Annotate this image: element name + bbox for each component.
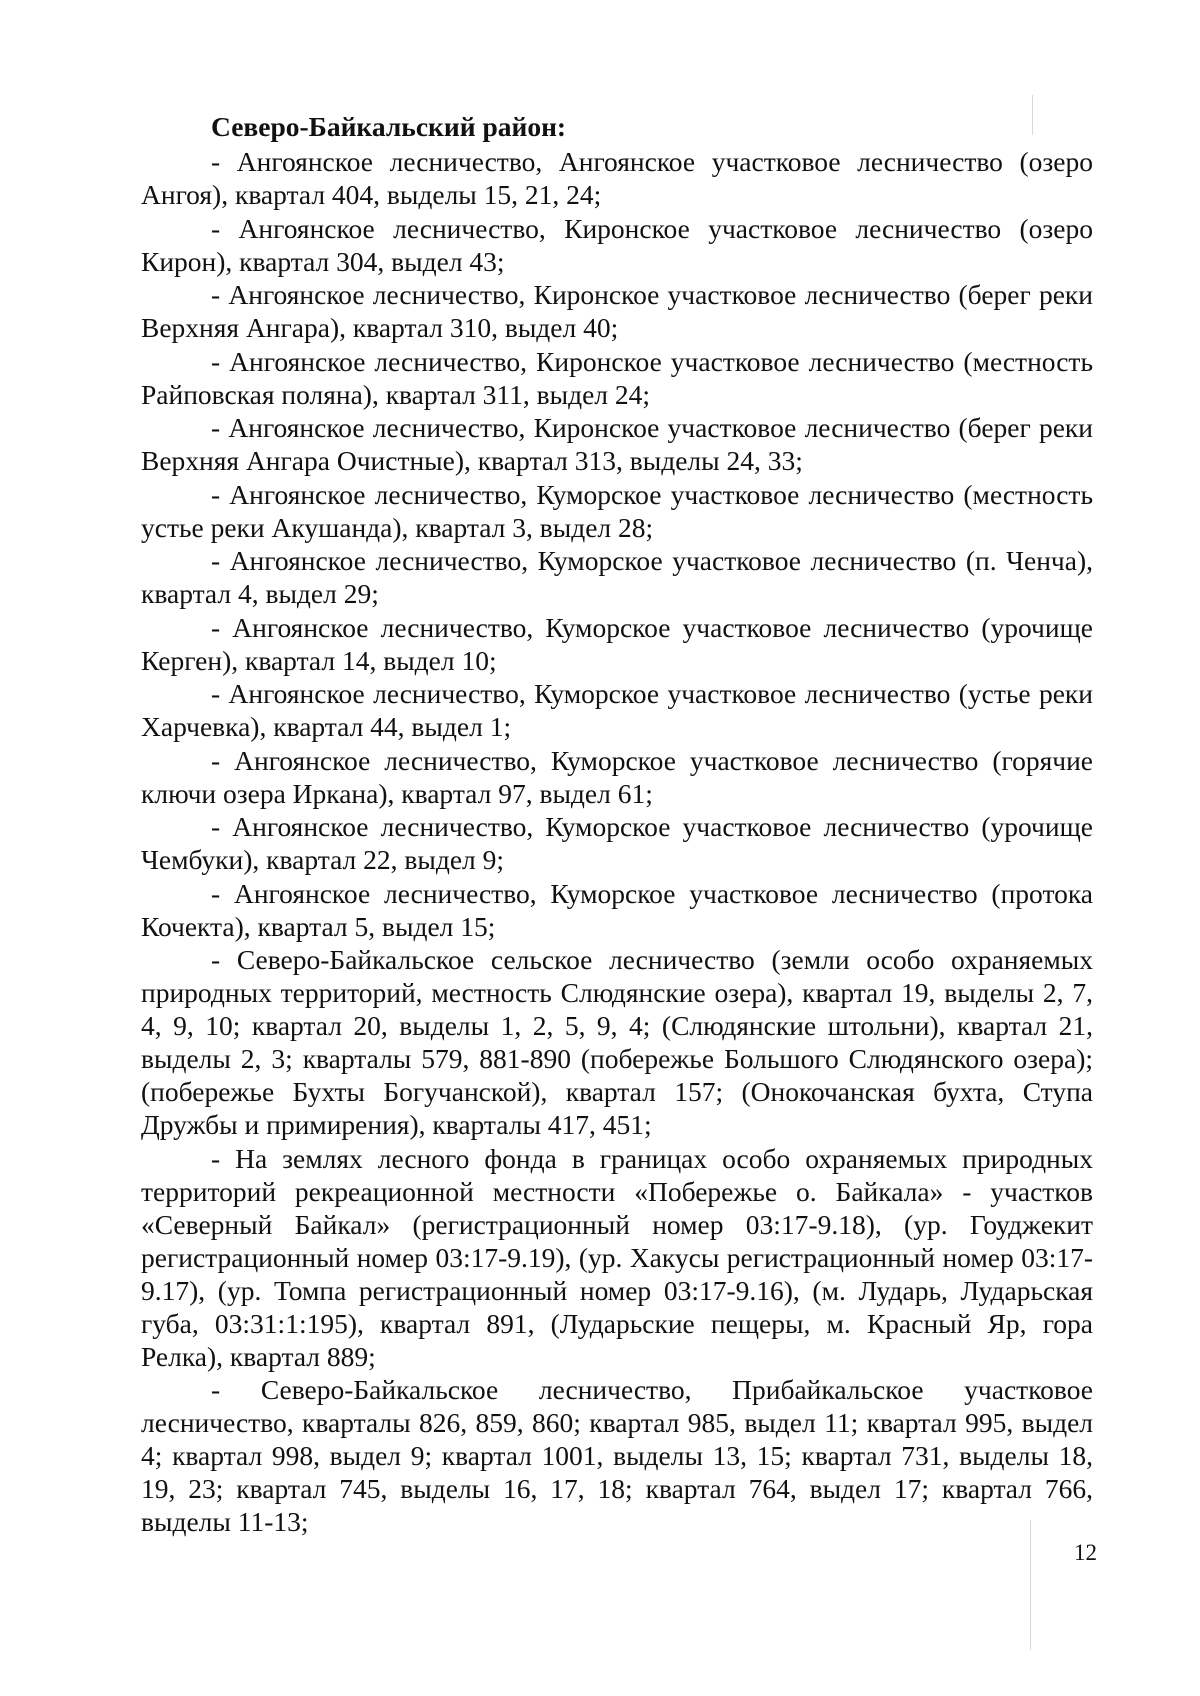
forestry-entry: - Северо-Байкальское лесничество, Прибайкальское участковое лесничество, кварталы 826, 859, 860; квартал 985, выдел 11; квартал 995, выдел 4; квартал 998, выдел 9; квартал 1001, выделы 13, 15; квартал 731, выделы 18, 19, 23; квартал 745, выделы 16, 17, 18; квартал 764, выдел 17; квартал 766, выделы 11-13; [141, 1374, 1093, 1537]
forestry-entry: - Ангоянское лесничество, Киронское участковое лесничество (берег реки Верхняя Ангара), квартал 310, выдел 40; [141, 279, 1093, 343]
forestry-entry: - Ангоянское лесничество, Киронское участковое лесничество (озеро Кирон), квартал 304, выдел 43; [141, 212, 1093, 277]
forestry-entry: - Ангоянское лесничество, Куморское участковое лесничество (устье реки Харчевка), квартал 44, выдел 1; [141, 678, 1093, 742]
forestry-entry: - Ангоянское лесничество, Ангоянское участковое лесничество (озеро Ангоя), квартал 404, выделы 15, 21, 24; [141, 146, 1093, 210]
document-body [141, 110, 1093, 1539]
forestry-entry: - На землях лесного фонда в границах особо охраняемых природных территорий рекреационной местности «Побережье о. Байкала» - участков «Северный Байкал» (регистрационный номер 03:17-9.18), (ур. Гоуджекит регистрационный номер 03:17-9.19), (ур. Хакусы регистрационный номер 03:17-9.17), (ур. Томпа регистрационный номер 03:17-9.16), (м. Лударь, Лударьская губа, 03:31:1:195), квартал 891, (Лударьские пещеры, м. Красный Яр, гора Релка), квартал 889; [141, 1142, 1093, 1372]
forestry-entry: - Ангоянское лесничество, Куморское участковое лесничество (местность устье реки Акушанда), квартал 3, выдел 28; [141, 478, 1093, 543]
page-number: 12 [1074, 1540, 1097, 1565]
forestry-entry: - Северо-Байкальское сельское лесничество (земли особо охраняемых природных территорий, местность Слюдянские озера), квартал 19, выделы 2, 7, 4, 9, 10; квартал 20, выделы 1, 2, 5, 9, 4; (Слюдянские штольни), квартал 21, выделы 2, 3; кварталы 579, 881-890 (побережье Большого Слюдянского озера); (побережье Бухты Богучанской), квартал 157; (Онокочанская бухта, Ступа Дружбы и примирения), кварталы 417, 451; [141, 944, 1093, 1140]
forestry-entries-list [141, 145, 1093, 1538]
district-heading: Северо-Байкальский район: [211, 111, 567, 142]
forestry-entry: - Ангоянское лесничество, Куморское участковое лесничество (п. Ченча), квартал 4, выдел 29; [141, 545, 1093, 609]
forestry-entry: - Ангоянское лесничество, Киронское участковое лесничество (берег реки Верхняя Ангара Очистные), квартал 313, выделы 24, 33; [141, 412, 1093, 476]
forestry-entry: - Ангоянское лесничество, Киронское участковое лесничество (местность Райповская поляна), квартал 311, выдел 24; [141, 345, 1093, 410]
forestry-entry: - Ангоянское лесничество, Куморское участковое лесничество (урочище Чембуки), квартал 22, выдел 9; [141, 811, 1093, 875]
forestry-entry: - Ангоянское лесничество, Куморское участковое лесничество (урочище Керген), квартал 14, выдел 10; [141, 611, 1093, 676]
scan-margin-line [1030, 1520, 1031, 1650]
forestry-entry: - Ангоянское лесничество, Куморское участковое лесничество (протока Кочекта), квартал 5, выдел 15; [141, 877, 1093, 942]
forestry-entry: - Ангоянское лесничество, Куморское участковое лесничество (горячие ключи озера Иркана), квартал 97, выдел 61; [141, 744, 1093, 809]
